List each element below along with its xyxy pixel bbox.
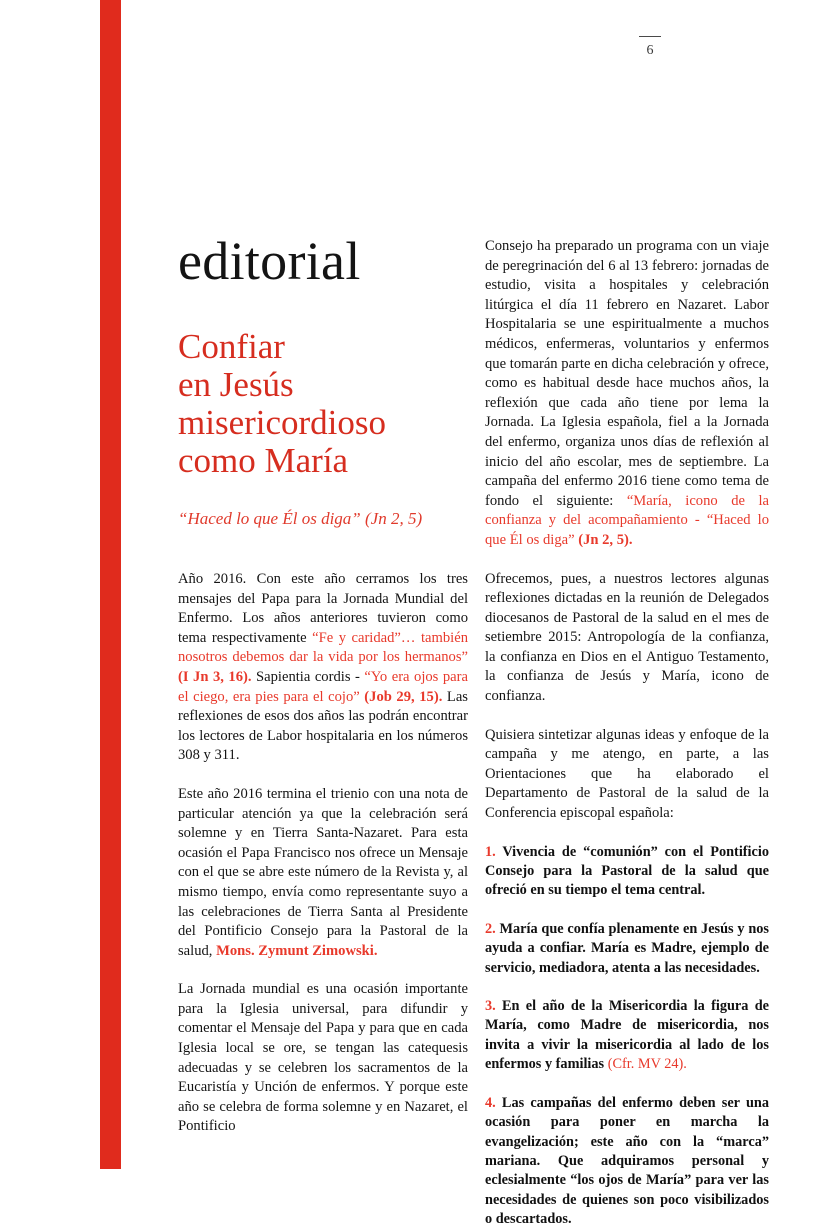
headline-line-2: en Jesús bbox=[178, 365, 294, 404]
folio bbox=[630, 36, 670, 58]
headline-line-4: como María bbox=[178, 441, 349, 480]
list-item-number: 3. bbox=[485, 998, 496, 1015]
left-paragraph-3: La Jornada mundial es una ocasión importante para la Iglesia universal, para difundir y comentar el Mensaje del Papa y para que en cada Iglesia local se ore, se tengan las catequesis adecuadas y se celebren los sacramentos de la Eucaristía y Unción de enfermos. Y porque este año se celebra de forma solemne y en Nazaret, el Pontificio bbox=[178, 981, 468, 1135]
article-subhead: “Haced lo que Él os diga” (Jn 2, 5) bbox=[178, 509, 423, 528]
left-paragraph-2 bbox=[178, 785, 468, 961]
right-paragraph-2: Ofrecemos, pues, a nuestros lectores algunas reflexiones dictadas en la reunión de Delegados diocesanos de Pastoral de la salud en el mes de setiembre 2015: Antropología de la confianza, la confianza en Dios en el Antiguo Testamento, la confianza de Jesús y María, icono de confianza. bbox=[485, 570, 769, 705]
headline-line-1: Confiar bbox=[178, 327, 285, 366]
list-item-number: 4. bbox=[485, 1094, 496, 1111]
left-column bbox=[178, 232, 468, 1137]
rp1-citation: (Jn 2, 5). bbox=[578, 531, 633, 548]
list-item bbox=[485, 1094, 769, 1230]
list-item-text: En el año de la Misericordia la figura de María, como Madre de misericordia, nos invita a vivir la misericordia al lado de los enfermos y familias bbox=[485, 998, 769, 1073]
list-item-number: 1. bbox=[485, 843, 496, 860]
masthead-editorial: editorial bbox=[178, 231, 361, 291]
left-red-band bbox=[100, 0, 121, 1169]
lp1-citation-1: (I Jn 3, 16). bbox=[178, 668, 252, 685]
list-item bbox=[485, 997, 769, 1075]
lp1-quote-2: “Yo era ojos para el ciego, era pies para el cojo” bbox=[178, 668, 468, 705]
list-item bbox=[485, 920, 769, 978]
headline-line-3: misericordioso bbox=[178, 403, 387, 442]
article-headline bbox=[178, 328, 468, 480]
lp2-name-highlight: Mons. Zymunt Zimowski. bbox=[216, 942, 378, 959]
list-item bbox=[485, 843, 769, 901]
lp2-seg1: Este año 2016 termina el trienio con una nota de particular atención ya que la celebración será solemne y en Tierra Santa-Nazaret. Para esta ocasión el Papa Francisco nos ofrece un Mensaje con el que se abre este número de la Revista y, al mismo tiempo, envía como representante suyo a las celebraciones de Tierra Santa al Presidente del Pontificio Consejo para la Pastoral de la salud, bbox=[178, 785, 468, 959]
right-paragraph-3: Quisiera sintetizar algunas ideas y enfoque de la campaña y me atengo, en parte, a las Orientaciones que ha elaborado el Departamento de Pastoral de la salud de la Conferencia episcopal española: bbox=[485, 726, 769, 822]
list-item-text: Vivencia de “comunión” con el Pontificio Consejo para la Pastoral de la salud que ofreció en su tiempo el tema central. bbox=[485, 843, 769, 899]
right-paragraph-1 bbox=[485, 237, 769, 551]
lp1-quote-1: “Fe y caridad”… también nosotros debemos dar la vida por los hermanos” bbox=[178, 629, 469, 666]
list-item-citation: (Cfr. MV 24). bbox=[607, 1056, 687, 1073]
left-paragraph-1 bbox=[178, 570, 468, 766]
folio-rule bbox=[639, 36, 661, 37]
rp1-seg1: Consejo ha preparado un programa con un viaje de peregrinación del 6 al 13 febrero: jornadas de estudio, visita a hospitales y celebración litúrgica el día 11 febrero en Nazaret. Labor Hospitalaria se une espiritualmente a muchos médicos, enfermeras, voluntarios y enfermos que tomarán parte en dicha celebración y ofrece, como es habitual desde hace muchos años, la reflexión que cada año tiene por lema la Jornada. La Iglesia española, fiel a la Jornada del enfermo, organiza unos días de reflexión al inicio del año escolar, mes de septiembre. La campaña del enfermo 2016 tiene como tema de fondo el siguiente: bbox=[485, 238, 769, 509]
list-item-number: 2. bbox=[485, 920, 496, 937]
list-item-text: Las campañas del enfermo deben ser una ocasión para poner en marcha la evangelización; este año con la “marca” mariana. Que adquiramos personal y eclesialmente “los ojos de María” para ver las necesidades de quienes son poco visibilizados o descartados. bbox=[485, 1094, 769, 1228]
page-number: 6 bbox=[646, 43, 654, 58]
rp1-theme-quote: “María, icono de la confianza y del acompañamiento - “Haced lo que Él os diga” bbox=[485, 492, 769, 548]
list-item-text: María que confía plenamente en Jesús y nos ayuda a confiar. María es Madre, ejemplo de servicio, mediadora, atenta a las necesidades. bbox=[485, 920, 769, 976]
lp1-seg2: Sapientia cordis - bbox=[251, 668, 365, 685]
right-column bbox=[485, 237, 769, 1230]
lp1-citation-2: (Job 29, 15). bbox=[364, 688, 443, 705]
lp1-seg3: Las reflexiones de esos dos años las podrán encontrar los lectores de Labor hospitalaria en los números 308 y 311. bbox=[178, 688, 468, 764]
lp1-seg1: Año 2016. Con este año cerramos los tres mensajes del Papa para la Jornada Mundial del Enfermo. Los años anteriores tuvieron como tema respectivamente bbox=[178, 571, 468, 646]
